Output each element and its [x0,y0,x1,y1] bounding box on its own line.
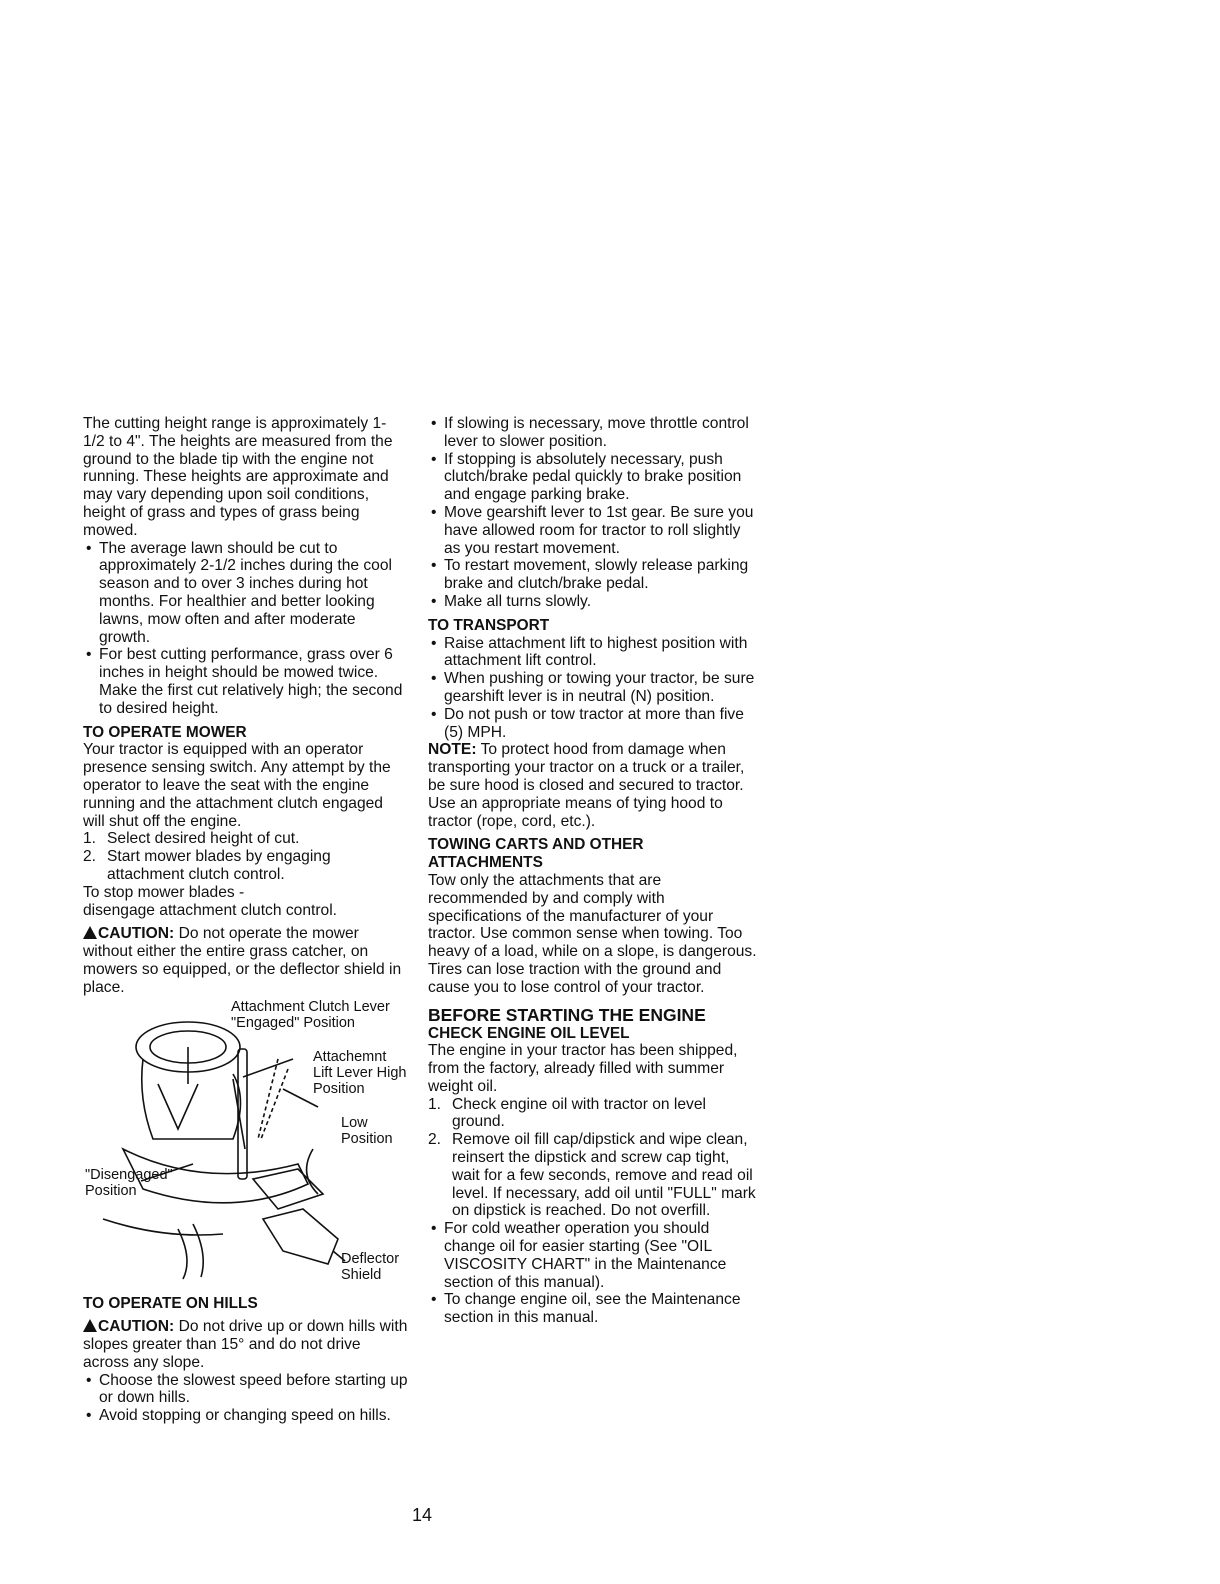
list-item: • To change engine oil, see the Maintenance section in this manual. [428,1291,758,1327]
hills-heading: TO OPERATE ON HILLS [83,1294,258,1312]
list-item: 2. Start mower blades by engaging attachment clutch control. [83,848,331,883]
lift-high-label: Attachemnt Lift Lever High Position [313,1048,407,1097]
operate-mower-steps [83,830,408,883]
warning-icon [83,926,97,939]
towing-heading: TOWING CARTS AND OTHER ATTACHMENTS [428,836,644,872]
oil-steps [428,1096,758,1221]
oil-intro: The engine in your tractor has been shipped, from the factory, already filled with summer weight oil. [428,1042,738,1095]
operate-mower-body: Your tractor is equipped with an operator presence sensing switch. Any attempt by the operator to leave the seat with the engine running and the attachment clutch engaged will shut off the engine. [83,741,391,830]
list-item: • Make all turns slowly. [428,593,758,611]
before-starting-heading: BEFORE STARTING THE ENGINE [428,1004,706,1025]
page-number: 14 [412,1505,433,1525]
transport-heading: TO TRANSPORT [428,616,550,634]
low-position-label: Low Position [341,1114,393,1147]
list-item: 1. Check engine oil with tractor on level ground. [428,1095,706,1131]
stop-blades-line1: To stop mower blades - [83,883,245,901]
clutch-engaged-label: Attachment Clutch Lever "Engaged" Position [231,998,390,1031]
list-item: 1. Select desired height of cut. [83,830,300,848]
list-item: • The average lawn should be cut to approximately 2-1/2 inches during the cool season and to over 3 inches during hot months. For healthier and better looking lawns, mow often and after moderate growth. [83,540,408,647]
mower-controls-figure [83,989,413,1289]
hills-caution: CAUTION: Do not drive up or down hills with slopes greater than 15° and do not drive across any slope. [83,1318,408,1371]
cutting-height-intro: The cutting height range is approximately 1-1/2 to 4". The heights are measured from the ground to the blade tip with the engine not running. These heights are approximate and may vary depending upon soil conditions, height of grass and types of grass being mowed. [83,415,393,539]
list-item: • For best cutting performance, grass over 6 inches in height should be mowed twice. Make the first cut relatively high; the second to desired height. [83,646,408,717]
check-oil-heading: CHECK ENGINE OIL LEVEL [428,1024,630,1042]
list-item: • If slowing is necessary, move throttle control lever to slower position. [428,415,758,451]
hills-continued-list [428,415,758,611]
list-item: • When pushing or towing your tractor, be sure gearshift lever is in neutral (N) position. [428,670,758,706]
operate-mower-heading: TO OPERATE MOWER [83,723,247,741]
oil-tips-list [428,1220,758,1327]
list-item: 2. Remove oil fill cap/dipstick and wipe clean, reinsert the dipstick and screw cap tight, wait for a few seconds, remove and read oil level. If necessary, add oil until "FULL" mark on dipstick is reached. Do not overfill. [428,1131,756,1220]
transport-list [428,635,758,742]
right-column [428,415,758,1327]
list-item: • Do not push or tow tractor at more than five (5) MPH. [428,706,758,742]
mower-caution: CAUTION: Do not operate the mower without either the entire grass catcher, on mowers so equipped, or the deflector shield in place. [83,925,402,996]
list-item: • To restart movement, slowly release parking brake and clutch/brake pedal. [428,557,758,593]
list-item: • Avoid stopping or changing speed on hills. [83,1407,408,1425]
lawn-tips-list [83,540,408,718]
list-item: • For cold weather operation you should change oil for easier starting (See "OIL VISCOSITY CHART" in the Maintenance section of this manual). [428,1220,758,1291]
list-item: • Move gearshift lever to 1st gear. Be sure you have allowed room for tractor to roll slightly as you restart movement. [428,504,758,557]
deflector-shield-label: Deflector Shield [341,1250,400,1283]
hills-tips-list [83,1372,408,1425]
transport-note: NOTE: To protect hood from damage when transporting your tractor on a truck or a trailer, be sure hood is closed and secured to tractor. Use an appropriate means of tying hood to tractor (rope, cord, etc.). [428,741,745,830]
left-column [83,415,408,1425]
towing-body: Tow only the attachments that are recommended by and comply with specifications of the manufacturer of your tractor. Use common sense when towing. Too heavy of a load, while on a slope, is dangerous. Tires can lose traction with the ground and cause you to lose control of your tractor. [428,871,757,996]
warning-icon [83,1319,97,1332]
stop-blades-line2: disengage attachment clutch control. [83,901,337,919]
list-item: • If stopping is absolutely necessary, push clutch/brake pedal quickly to brake position and engage parking brake. [428,451,758,504]
disengaged-label: "Disengaged" Position [85,1166,173,1199]
list-item: • Raise attachment lift to highest position with attachment lift control. [428,635,758,671]
list-item: • Choose the slowest speed before starting up or down hills. [83,1372,408,1408]
